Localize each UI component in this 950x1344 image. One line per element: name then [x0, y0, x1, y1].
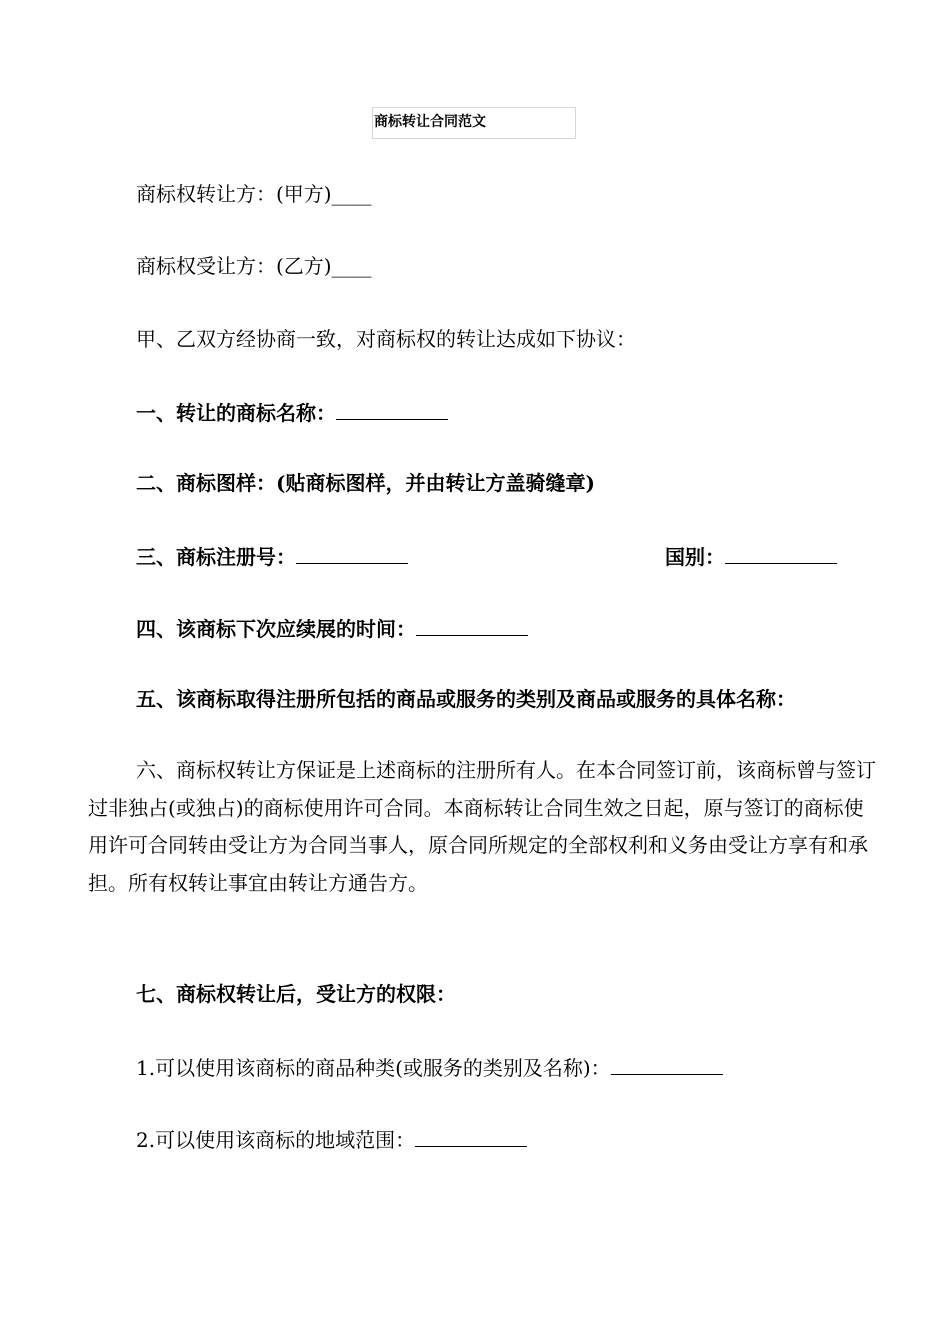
clause-1-text: 一、转让的商标名称： — [136, 401, 336, 425]
clause-3-text: 三、商标注册号： — [136, 545, 296, 569]
sub-item-2-text: 2.可以使用该商标的地域范围： — [136, 1128, 416, 1152]
clause-4 — [136, 613, 528, 643]
country-label: 国别： — [665, 545, 725, 569]
clause-1 — [136, 397, 448, 427]
clause-5: 五、该商标取得注册所包括的商品或服务的类别及商品或服务的具体名称： — [136, 687, 796, 711]
blank-line — [415, 1124, 527, 1147]
intro-line: 甲、乙双方经协商一致，对商标权的转让达成如下协议： — [136, 327, 636, 351]
clause-3 — [136, 541, 408, 571]
blank-line — [336, 397, 448, 420]
clause-2: 二、商标图样：(贴商标图样，并由转让方盖骑缝章) — [136, 471, 595, 495]
document-title: 商标转让合同范文 — [374, 114, 486, 130]
blank-line — [416, 613, 528, 636]
sub-item-1 — [136, 1052, 723, 1082]
blank-line — [725, 541, 837, 564]
clause-7: 七、商标权转让后，受让方的权限： — [136, 982, 456, 1006]
blank-line — [296, 541, 408, 564]
sub-item-1-text: 1.可以使用该商标的商品种类(或服务的类别及名称)： — [136, 1056, 611, 1080]
party-b-line: 商标权受让方：(乙方)____ — [136, 254, 372, 278]
blank-line — [611, 1052, 723, 1075]
clause-4-text: 四、该商标下次应续展的时间： — [136, 617, 416, 641]
clause-3-country — [665, 541, 837, 571]
clause-6: 六、商标权转让方保证是上述商标的注册所有人。在本合同签订前，该商标曾与签订过非独占(或独占)的商标使用许可合同。本商标转让合同生效之日起，原与签订的商标使用许可合同转由受让方为合同当事人，原合同所规定的全部权利和义务由受让方享有和承担。所有权转让事宜由转让方通告方。 — [88, 758, 876, 895]
sub-item-2 — [136, 1124, 527, 1154]
party-a-line: 商标权转让方：(甲方)____ — [136, 182, 372, 206]
